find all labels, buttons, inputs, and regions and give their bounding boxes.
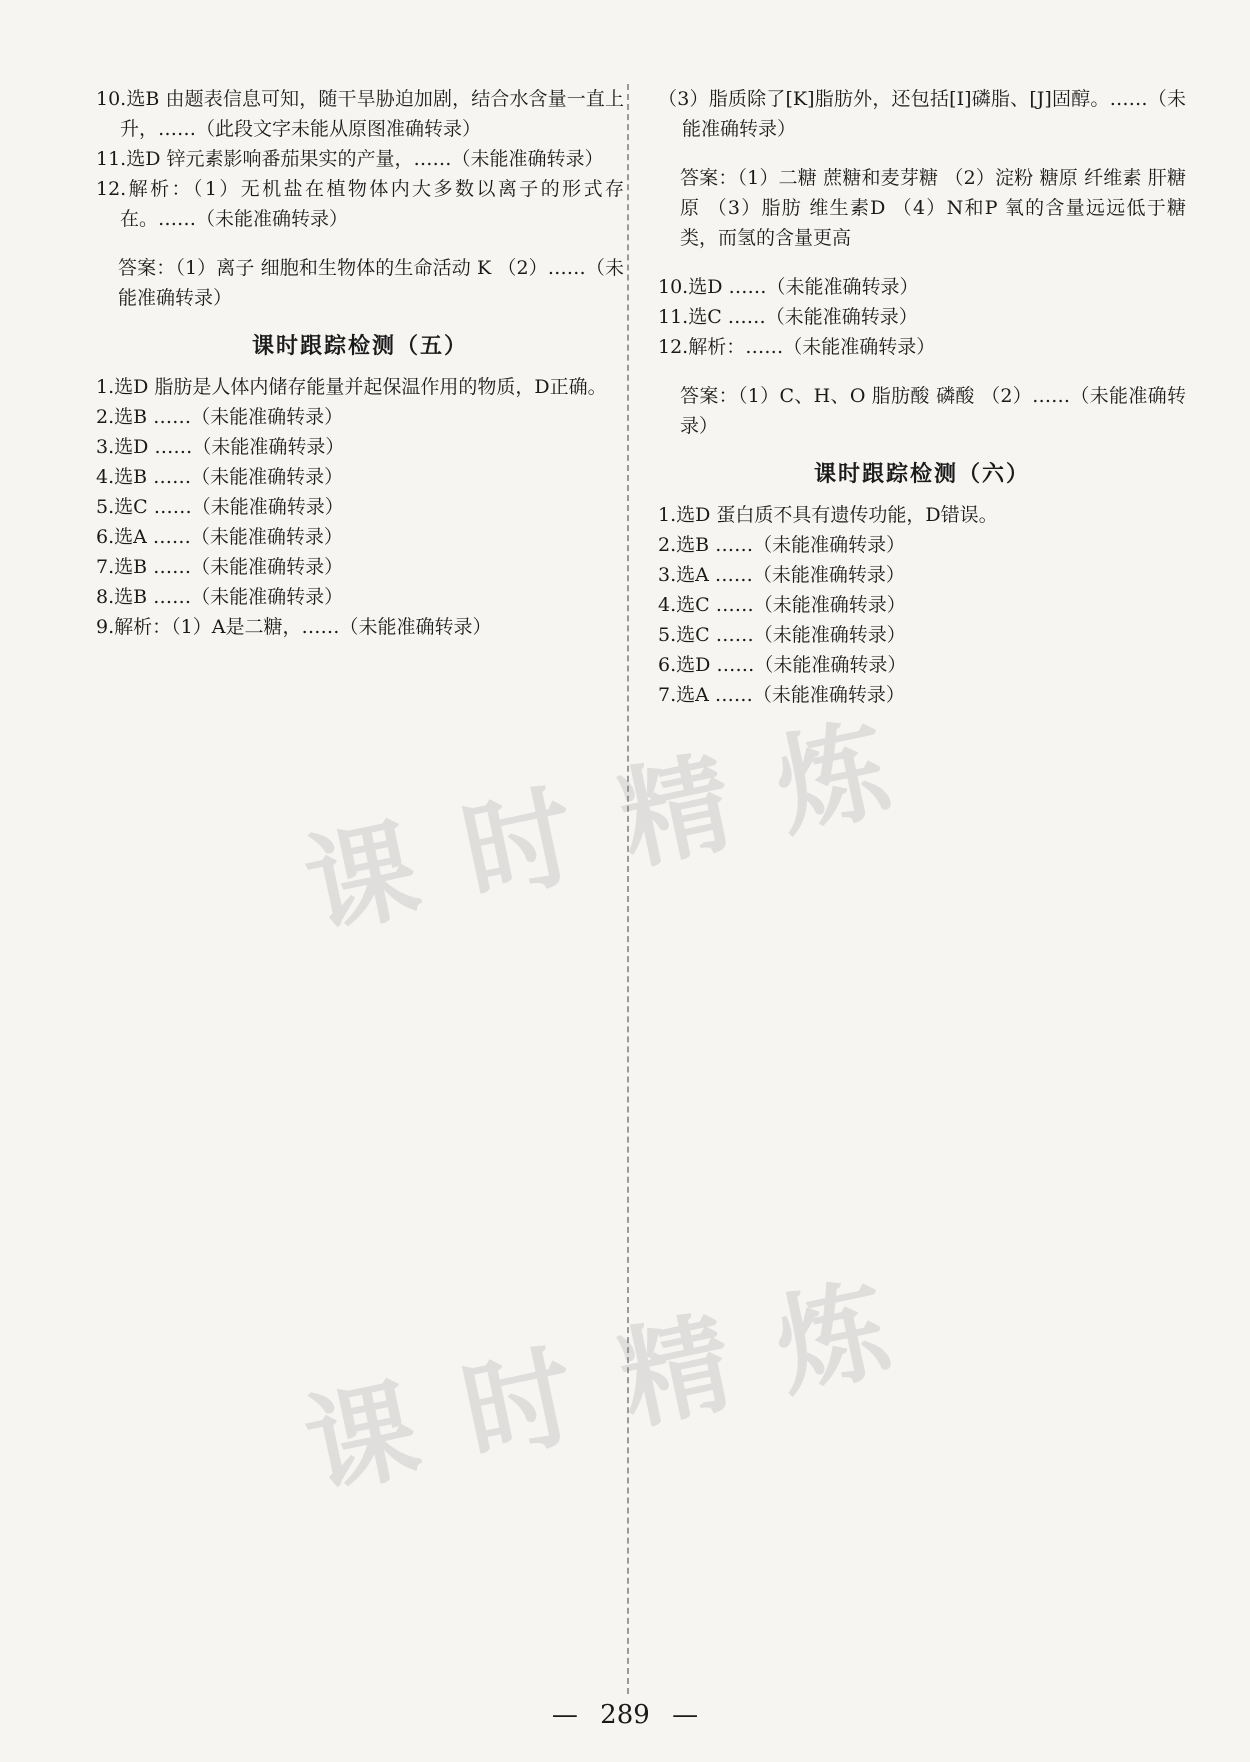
answer-item: 11.选D 锌元素影响番茄果实的产量，……（未能准确转录） [96,148,604,170]
page-number [0,1700,1250,1730]
watermark: 课 时 精 炼 [295,703,906,953]
answer-item: （3）脂质除了[K]脂肪外，还包括[I]磷脂、[J]固醇。……（未能准确转录） [658,88,1186,140]
right-column [658,84,1186,710]
answer-item: 7.选B ……（未能准确转录） [96,556,344,578]
answer-item: 9.解析：（1）A是二糖，……（未能准确转录） [96,616,492,638]
column-divider [627,84,629,1694]
answer-summary: 答案：（1）离子 细胞和生物体的生命活动 K （2）……（未能准确转录） [118,257,624,309]
answer-item: 5.选C ……（未能准确转录） [658,624,906,646]
right-items-before [658,84,1186,441]
right-items-after [658,500,1186,710]
answer-item: 8.选B ……（未能准确转录） [96,586,344,608]
left-column [96,84,624,642]
answer-item: 12.解析：……（未能准确转录） [658,336,936,358]
answer-item: 5.选C ……（未能准确转录） [96,496,344,518]
answer-item: 11.选C ……（未能准确转录） [658,306,918,328]
answer-item: 7.选A ……（未能准确转录） [658,684,905,706]
answer-item: 6.选A ……（未能准确转录） [96,526,343,548]
answer-item: 3.选D ……（未能准确转录） [96,436,345,458]
watermark: 课 时 精 炼 [295,1263,906,1513]
answer-summary: 答案：（1）二糖 蔗糖和麦芽糖 （2）淀粉 糖原 纤维素 肝糖原 （3）脂肪 维生素D （4）N和P 氧的含量远远低于糖类，而氢的含量更高 [680,167,1186,249]
answer-item: 10.选D ……（未能准确转录） [658,276,919,298]
page-number-dash: — [672,1700,699,1730]
section-title: 课时跟踪检测（五） [251,334,468,359]
answer-item: 1.选D 蛋白质不具有遗传功能，D错误。 [658,504,998,526]
answer-item: 4.选B ……（未能准确转录） [96,466,344,488]
page-number-value: 289 [600,1700,650,1730]
answer-item: 10.选B 由题表信息可知，随干旱胁迫加剧，结合水含量一直上升，……（此段文字未能从原图准确转录） [96,88,624,140]
left-items-after [96,372,624,642]
answer-item: 2.选B ……（未能准确转录） [658,534,906,556]
page-number-dash: — [551,1700,578,1730]
answer-item: 12.解析：（1）无机盐在植物体内大多数以离子的形式存在。……（未能准确转录） [96,178,624,230]
answer-item: 6.选D ……（未能准确转录） [658,654,907,676]
answer-item: 2.选B ……（未能准确转录） [96,406,344,428]
answer-item: 3.选A ……（未能准确转录） [658,564,905,586]
answer-item: 1.选D 脂肪是人体内储存能量并起保温作用的物质，D正确。 [96,376,607,398]
section-title: 课时跟踪检测（六） [813,462,1030,487]
left-items-before [96,84,624,313]
answer-item: 4.选C ……（未能准确转录） [658,594,906,616]
answer-summary: 答案：（1）C、H、O 脂肪酸 磷酸 （2）……（未能准确转录） [680,385,1186,437]
